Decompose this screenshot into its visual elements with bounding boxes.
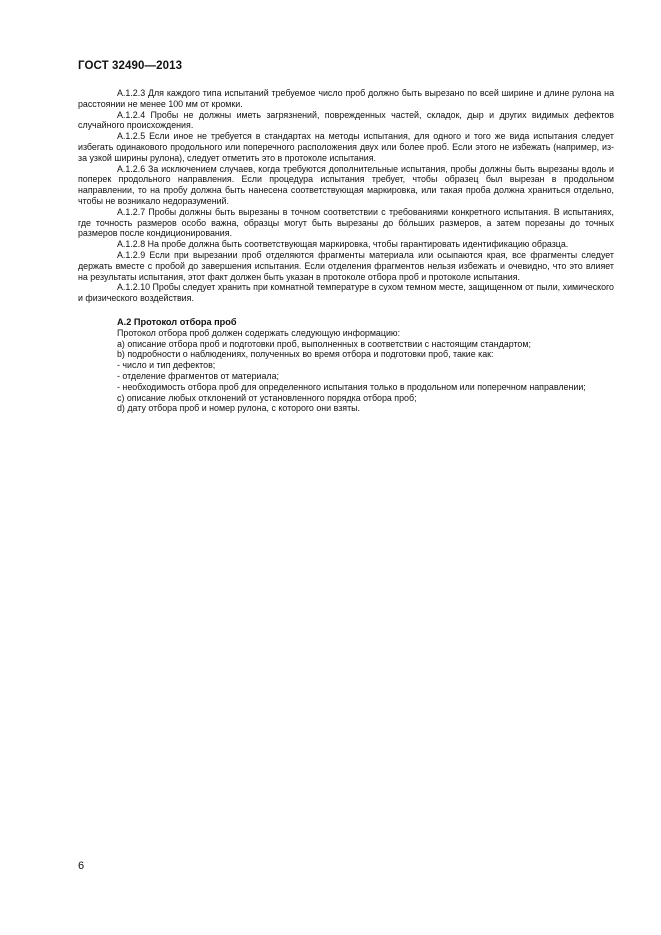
page-number: 6 xyxy=(78,860,85,872)
section-intro: Протокол отбора проб должен содержать следующую информацию: xyxy=(117,327,401,338)
paragraph-a-1-2-4: А.1.2.4 Пробы не должны иметь загрязнений, поврежденных частей, складок, дыр и других видимых дефектов случайного происхождения. xyxy=(78,109,614,131)
paragraph-a-1-2-6: А.1.2.6 За исключением случаев, когда требуются дополнительные испытания, пробы должны быть вырезаны вдоль и поперек продольного направления. Если процедура испытания требует, чтобы образец был вырезан в продольном направлении, то на пробу должна быть нанесена соответствующая маркировка, или такая проба должна храниться отдельно, чтобы не возникало недоразумений. xyxy=(78,163,614,206)
list-item-c: c) описание любых отклонений от установленного порядка отбора проб; xyxy=(117,392,417,403)
paragraph-a-1-2-9: А.1.2.9 Если при вырезании проб отделяются фрагменты материала или осыпаются края, все фрагменты следует держать вместе с пробой до завершения испытания. Если отделения фрагментов нельзя избежать и очевидно, что это влияет на результаты испытания, этот факт должен быть указан в протоколе отбора проб и протоколе испытания. xyxy=(78,249,614,282)
section-title-a-2: А.2 Протокол отбора проб xyxy=(117,316,237,327)
list-subitem-fragments: - отделение фрагментов от материала; xyxy=(117,370,279,381)
document-body xyxy=(78,88,614,414)
paragraph-a-1-2-7: А.1.2.7 Пробы должны быть вырезаны в точном соответствии с требованиями конкретного испытания. В испытаниях, где точность размеров особо важна, образцы могут быть вырезаны до бóльших размеров, а затем порезаны до точных размеров после кондиционирования. xyxy=(78,206,614,239)
paragraph-a-1-2-10: А.1.2.10 Пробы следует хранить при комнатной температуре в сухом темном месте, защищенном от пыли, химического и физического воздействия. xyxy=(78,282,614,304)
paragraph-a-1-2-8: А.1.2.8 На пробе должна быть соответствующая маркировка, чтобы гарантировать идентификацию образца. xyxy=(117,239,569,250)
paragraph-a-1-2-5: А.1.2.5 Если иное не требуется в стандартах на методы испытания, для одного и того же вида испытания следует избегать одинакового продольного или поперечного расположения двух или более проб. Если этого не избежать (например, из-за узкой ширины рулона), следует отметить это в протоколе испытания. xyxy=(78,131,614,163)
list-item-a: a) описание отбора проб и подготовки проб, выполненных в соответствии с настоящим стандартом; xyxy=(117,338,531,349)
paragraph-a-1-2-3: А.1.2.3 Для каждого типа испытаний требуемое число проб должно быть вырезано по всей ширине и длине рулона на расстоянии не менее 100 мм от кромки. xyxy=(78,88,614,109)
list-item-d: d) дату отбора проб и номер рулона, с которого они взяты. xyxy=(117,403,360,414)
list-subitem-defects: - число и тип дефектов; xyxy=(117,360,216,371)
list-item-b: b) подробности о наблюдениях, полученных во время отбора и подготовки проб, такие как: xyxy=(117,349,494,360)
document-code: ГОСТ 32490—2013 xyxy=(78,60,183,72)
list-subitem-direction: - необходимость отбора проб для определенного испытания только в продольном или поперечном направлении; xyxy=(117,381,586,392)
